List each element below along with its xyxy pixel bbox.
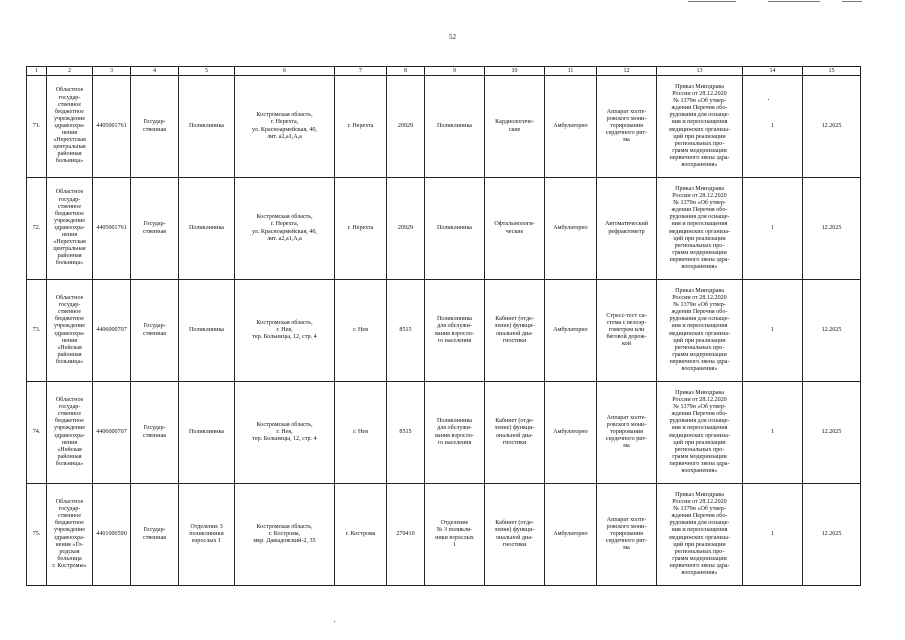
table-row bbox=[27, 178, 861, 280]
cabinet-cell: Кардиологиче- ские bbox=[485, 76, 545, 178]
code-cell: 4405001761 bbox=[93, 178, 131, 280]
care-mode-cell: Амбулаторно bbox=[545, 382, 597, 484]
subdivision-cell: Отделение № 3 поликли- ники взрослых 1 bbox=[425, 484, 485, 586]
column-number: 1 bbox=[27, 67, 47, 76]
subdivision-cell: Поликлиника bbox=[425, 178, 485, 280]
quantity-cell: 1 bbox=[743, 76, 803, 178]
unit-cell: Поликлиника bbox=[179, 382, 235, 484]
column-number: 15 bbox=[803, 67, 861, 76]
population-cell: 8515 bbox=[387, 382, 425, 484]
subdivision-cell: Поликлиника bbox=[425, 76, 485, 178]
column-number: 9 bbox=[425, 67, 485, 76]
equipment-cell: Аппарат холте- ровского мони- торирования сердечного рит- ма bbox=[597, 382, 657, 484]
organization-cell: Областное государ- ственное бюджетное учреждение здравоохра- нения «Нейская районная больница» bbox=[47, 382, 93, 484]
care-mode-cell: Амбулаторно bbox=[545, 76, 597, 178]
quantity-cell: 1 bbox=[743, 382, 803, 484]
quantity-cell: 1 bbox=[743, 280, 803, 382]
delivery-date-cell: 12.2025 bbox=[803, 382, 861, 484]
column-number: 3 bbox=[93, 67, 131, 76]
subdivision-cell: Поликлиника для обслужи- вания взросло- го населения bbox=[425, 280, 485, 382]
cabinet-cell: Кабинет (отде- ление) функци- ональной диа- гностики bbox=[485, 280, 545, 382]
row-number-cell: 71. bbox=[27, 76, 47, 178]
table-row bbox=[27, 484, 861, 586]
scan-mark bbox=[688, 1, 736, 2]
column-number: 10 bbox=[485, 67, 545, 76]
unit-cell: Поликлиника bbox=[179, 280, 235, 382]
column-number: 6 bbox=[235, 67, 335, 76]
row-number-cell: 73. bbox=[27, 280, 47, 382]
quantity-cell: 1 bbox=[743, 484, 803, 586]
city-cell: г. Нерехта bbox=[335, 76, 387, 178]
table-row bbox=[27, 280, 861, 382]
column-number: 11 bbox=[545, 67, 597, 76]
cabinet-cell: Офтальмологи- ческие bbox=[485, 178, 545, 280]
cabinet-cell: Кабинет (отде- ление) функци- ональной диа- гностики bbox=[485, 382, 545, 484]
ownership-form-cell: Государ- ственная bbox=[131, 76, 179, 178]
code-cell: 4401006590 bbox=[93, 484, 131, 586]
city-cell: г. Нея bbox=[335, 382, 387, 484]
unit-cell: Отделение 3 поликлиники взрослых 1 bbox=[179, 484, 235, 586]
column-number: 7 bbox=[335, 67, 387, 76]
ownership-form-cell: Государ- ственная bbox=[131, 382, 179, 484]
address-cell: Костромская область, г. Нерехта, ул. Красноармейская, 40, лит. а2,а1,А,а bbox=[235, 76, 335, 178]
organization-cell: Областное государ- ственное бюджетное учреждение здравоохра- нения «Нейская районная больница» bbox=[47, 280, 93, 382]
legal-basis-cell: Приказ Минздрава России от 28.12.2020 № 1379н «Об утвер- ждении Перечня обо- рудования для оснаще- ния и переоснащения медицинских организа- ций при реализации региональных про- грамм модернизации первичного звена здра- воохранения» bbox=[657, 280, 743, 382]
column-number-row bbox=[27, 67, 861, 76]
column-number: 13 bbox=[657, 67, 743, 76]
city-cell: г. Кострома bbox=[335, 484, 387, 586]
legal-basis-cell: Приказ Минздрава России от 28.12.2020 № 1379н «Об утвер- ждении Перечня обо- рудования для оснаще- ния и переоснащения медицинских организа- ций при реализации региональных про- грамм модернизации первичного звена здра- воохранения» bbox=[657, 178, 743, 280]
legal-basis-cell: Приказ Минздрава России от 28.12.2020 № 1379н «Об утвер- ждении Перечня обо- рудования для оснаще- ния и переоснащения медицинских организа- ций при реализации региональных про- грамм модернизации первичного звена здра- воохранения» bbox=[657, 484, 743, 586]
column-number: 5 bbox=[179, 67, 235, 76]
organization-cell: Областное государ- ственное бюджетное учреждение здравоохра- нения «Го- родская больница г. Костромы» bbox=[47, 484, 93, 586]
legal-basis-cell: Приказ Минздрава России от 28.12.2020 № 1379н «Об утвер- ждении Перечня обо- рудования для оснаще- ния и переоснащения медицинских организа- ций при реализации региональных про- грамм модернизации первичного звена здра- воохранения» bbox=[657, 382, 743, 484]
ownership-form-cell: Государ- ственная bbox=[131, 280, 179, 382]
column-number: 14 bbox=[743, 67, 803, 76]
address-cell: Костромская область, г. Нерехта, ул. Красноармейская, 40, лит. а2,а1,А,а bbox=[235, 178, 335, 280]
column-number: 8 bbox=[387, 67, 425, 76]
equipment-cell: Автоматический рефрактометр bbox=[597, 178, 657, 280]
care-mode-cell: Амбулаторно bbox=[545, 484, 597, 586]
code-cell: 4406000707 bbox=[93, 382, 131, 484]
care-mode-cell: Амбулаторно bbox=[545, 280, 597, 382]
address-cell: Костромская область, г. Кострома, мкр. Давыдовский-2, 35 bbox=[235, 484, 335, 586]
code-cell: 4406000707 bbox=[93, 280, 131, 382]
care-mode-cell: Амбулаторно bbox=[545, 178, 597, 280]
column-number: 4 bbox=[131, 67, 179, 76]
subdivision-cell: Поликлиника для обслужи- вания взросло- го населения bbox=[425, 382, 485, 484]
population-cell: 20929 bbox=[387, 76, 425, 178]
city-cell: г. Нея bbox=[335, 280, 387, 382]
population-cell: 8515 bbox=[387, 280, 425, 382]
column-number: 2 bbox=[47, 67, 93, 76]
delivery-date-cell: 12.2025 bbox=[803, 280, 861, 382]
equipment-table bbox=[26, 66, 861, 586]
address-cell: Костромская область, г. Нея, тер. Больницы, 12, стр. 4 bbox=[235, 280, 335, 382]
unit-cell: Поликлиника bbox=[179, 178, 235, 280]
code-cell: 4405001761 bbox=[93, 76, 131, 178]
organization-cell: Областное государ- ственное бюджетное учреждение здравоохра- нения «Нерехтская центральная районная больница» bbox=[47, 76, 93, 178]
ownership-form-cell: Государ- ственная bbox=[131, 178, 179, 280]
equipment-cell: Стресс-тест си- стема с велоэр- гометром или беговой дорож- кой bbox=[597, 280, 657, 382]
city-cell: г. Нерехта bbox=[335, 178, 387, 280]
row-number-cell: 74. bbox=[27, 382, 47, 484]
ownership-form-cell: Государ- ственная bbox=[131, 484, 179, 586]
scan-mark bbox=[768, 1, 820, 2]
unit-cell: Поликлиника bbox=[179, 76, 235, 178]
address-cell: Костромская область, г. Нея, тер. Больницы, 12, стр. 4 bbox=[235, 382, 335, 484]
organization-cell: Областное государ- ственное бюджетное учреждение здравоохра- нения «Нерехтская центральная районная больница» bbox=[47, 178, 93, 280]
delivery-date-cell: 12.2025 bbox=[803, 178, 861, 280]
quantity-cell: 1 bbox=[743, 178, 803, 280]
population-cell: 270410 bbox=[387, 484, 425, 586]
equipment-cell: Аппарат холте- ровского мони- торирования сердечного рит- ма bbox=[597, 76, 657, 178]
page-number: 52 bbox=[449, 33, 456, 41]
column-number: 12 bbox=[597, 67, 657, 76]
scan-mark bbox=[842, 1, 862, 2]
delivery-date-cell: 12.2025 bbox=[803, 484, 861, 586]
scan-dot bbox=[334, 621, 335, 622]
table-row bbox=[27, 76, 861, 178]
legal-basis-cell: Приказ Минздрава России от 28.12.2020 № 1379н «Об утвер- ждении Перечня обо- рудования для оснаще- ния и переоснащения медицинских организа- ций при реализации региональных про- грамм модернизации первичного звена здра- воохранения» bbox=[657, 76, 743, 178]
equipment-cell: Аппарат холте- ровского мони- торирования сердечного рит- ма bbox=[597, 484, 657, 586]
row-number-cell: 75. bbox=[27, 484, 47, 586]
table-row bbox=[27, 382, 861, 484]
population-cell: 20929 bbox=[387, 178, 425, 280]
row-number-cell: 72. bbox=[27, 178, 47, 280]
delivery-date-cell: 12.2025 bbox=[803, 76, 861, 178]
cabinet-cell: Кабинет (отде- ление) функци- ональной диа- гностики bbox=[485, 484, 545, 586]
